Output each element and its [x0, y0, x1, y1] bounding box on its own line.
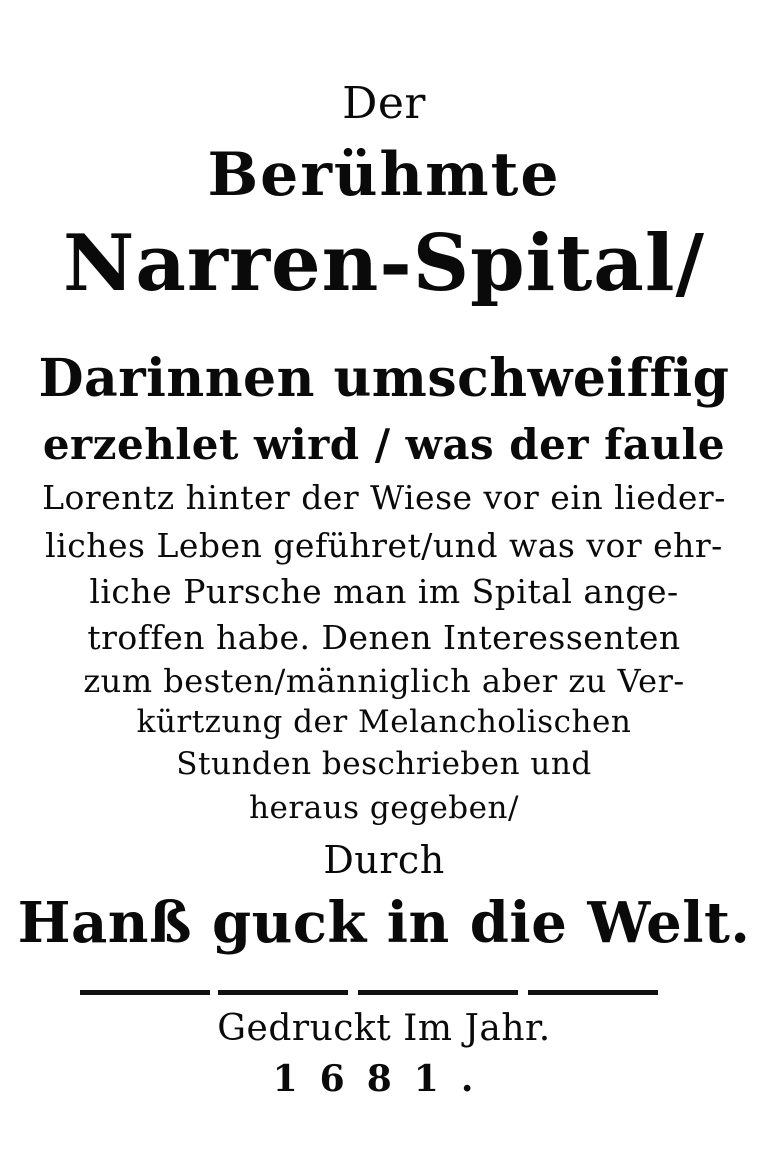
divider-rule — [80, 990, 210, 995]
subtitle-line-5: liche Pursche man im Spital ange- — [89, 572, 679, 611]
imprint-line: Gedruckt Im Jahr. — [217, 1008, 551, 1049]
subtitle-line-7: zum besten/männiglich aber zu Ver- — [83, 662, 685, 700]
main-title-narren-spital: Narren-Spital/ — [63, 218, 705, 309]
subtitle-line-1: Darinnen umschweiffig — [38, 348, 730, 409]
subtitle-line-10: heraus gegeben/ — [249, 790, 519, 826]
imprint-year: 1681. — [272, 1058, 496, 1100]
divider-rule — [218, 990, 348, 995]
subtitle-line-4: liches Leben geführet/und was vor ehr- — [45, 526, 723, 565]
divider-rule — [528, 990, 658, 995]
byline-durch: Durch — [323, 838, 445, 882]
divider-rule — [358, 990, 518, 995]
subtitle-line-2: erzehlet wird / was der faule — [42, 420, 726, 469]
author-name: Hanß guck in die Welt. — [17, 890, 751, 956]
subtitle-line-6: troffen habe. Denen Interessenten — [87, 618, 681, 657]
subtitle-line-8: kürtzung der Melancholischen — [136, 704, 632, 740]
title-line-beruhmte: Berühmte — [207, 140, 561, 210]
subtitle-line-9: Stunden beschrieben und — [176, 746, 592, 782]
title-line-der: Der — [342, 78, 426, 129]
subtitle-line-3: Lorentz hinter der Wiese vor ein lieder- — [42, 478, 726, 517]
